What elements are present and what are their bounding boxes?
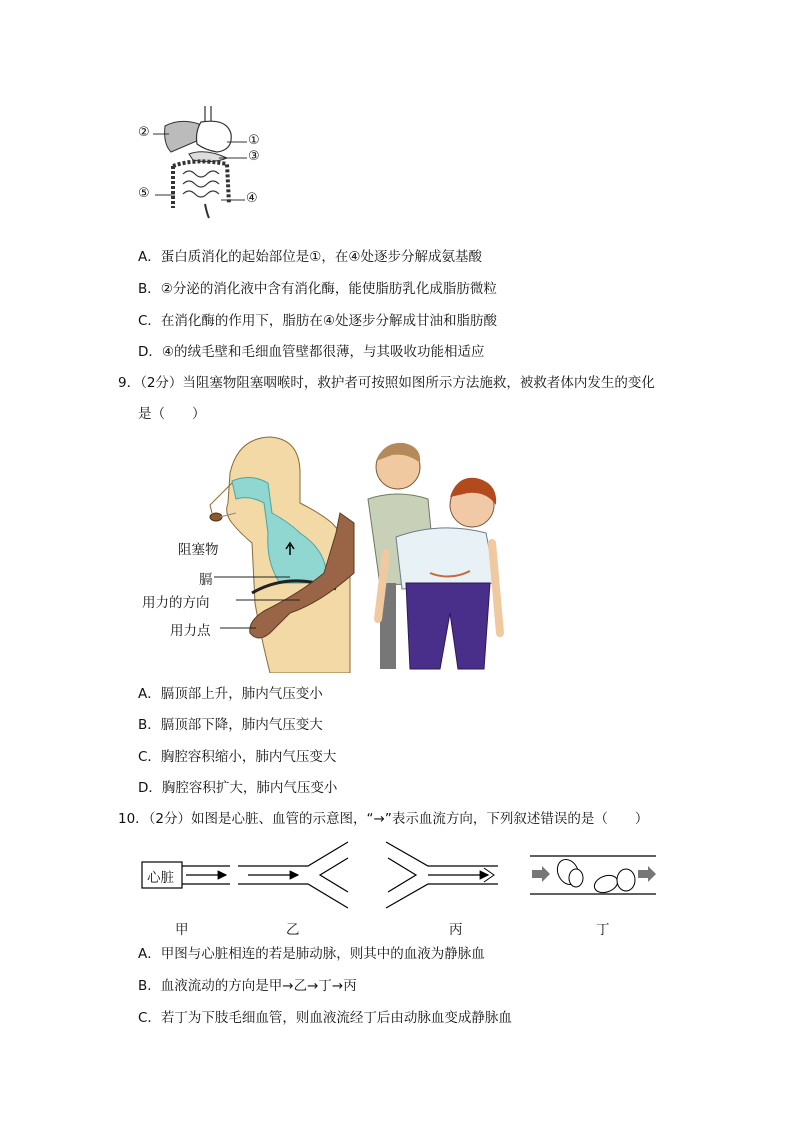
label-liver: ② bbox=[138, 125, 150, 140]
heart-label: 心脏 bbox=[147, 870, 174, 886]
heart-vessel-figure bbox=[138, 838, 668, 938]
label-force-point: 用力点 bbox=[170, 623, 211, 639]
q10-stem: 10．（2分）如图是心脏、血管的示意图，“→”表示血流方向，下列叙述错误的是（ ） bbox=[118, 811, 649, 827]
digestive-system-figure bbox=[135, 100, 275, 220]
label-large-intestine: ⑤ bbox=[138, 186, 150, 201]
q8-option-c: C．在消化酶的作用下，脂肪在④处逐步分解成甘油和脂肪酸 bbox=[138, 313, 498, 329]
panel-label-ding: 丁 bbox=[596, 922, 610, 938]
q9-option-b: B．膈顶部下降，肺内气压变大 bbox=[138, 717, 323, 733]
label-pancreas: ③ bbox=[248, 149, 260, 164]
label-force-direction: 用力的方向 bbox=[142, 595, 210, 611]
heimlich-figure bbox=[140, 433, 510, 673]
panel-label-bing: 丙 bbox=[449, 922, 463, 938]
panel-label-jia: 甲 bbox=[175, 922, 189, 938]
q8-option-a: A．蛋白质消化的起始部位是①，在④处逐步分解成氨基酸 bbox=[138, 249, 482, 265]
q10-option-a: A．甲图与心脏相连的若是肺动脉，则其中的血液为静脉血 bbox=[138, 946, 485, 962]
q10-option-b: B．血液流动的方向是甲→乙→丁→丙 bbox=[138, 978, 357, 994]
q8-option-b: B．②分泌的消化液中含有消化酶，能使脂肪乳化成脂肪微粒 bbox=[138, 281, 497, 297]
q9-stem-line1: 9．（2分）当阻塞物阻塞咽喉时，救护者可按照如图所示方法施救，被救者体内发生的变化 bbox=[118, 375, 655, 391]
q9-stem-line2: 是（ ） bbox=[138, 406, 206, 422]
q9-option-c: C．胸腔容积缩小，肺内气压变大 bbox=[138, 749, 337, 765]
q9-option-a: A．膈顶部上升，肺内气压变小 bbox=[138, 686, 323, 702]
q8-option-d: D．④的绒毛壁和毛细血管壁都很薄，与其吸收功能相适应 bbox=[138, 344, 485, 360]
panel-label-yi: 乙 bbox=[286, 922, 300, 938]
label-obstruction: 阻塞物 bbox=[178, 542, 219, 558]
q10-option-c: C．若丁为下肢毛细血管，则血液流经丁后由动脉血变成静脉血 bbox=[138, 1010, 512, 1026]
label-diaphragm: 膈 bbox=[199, 572, 213, 588]
label-stomach: ① bbox=[248, 133, 260, 148]
label-small-intestine: ④ bbox=[246, 191, 258, 206]
q9-option-d: D．胸腔容积扩大，肺内气压变小 bbox=[138, 780, 338, 796]
heart-vessel-diagram bbox=[138, 838, 668, 918]
